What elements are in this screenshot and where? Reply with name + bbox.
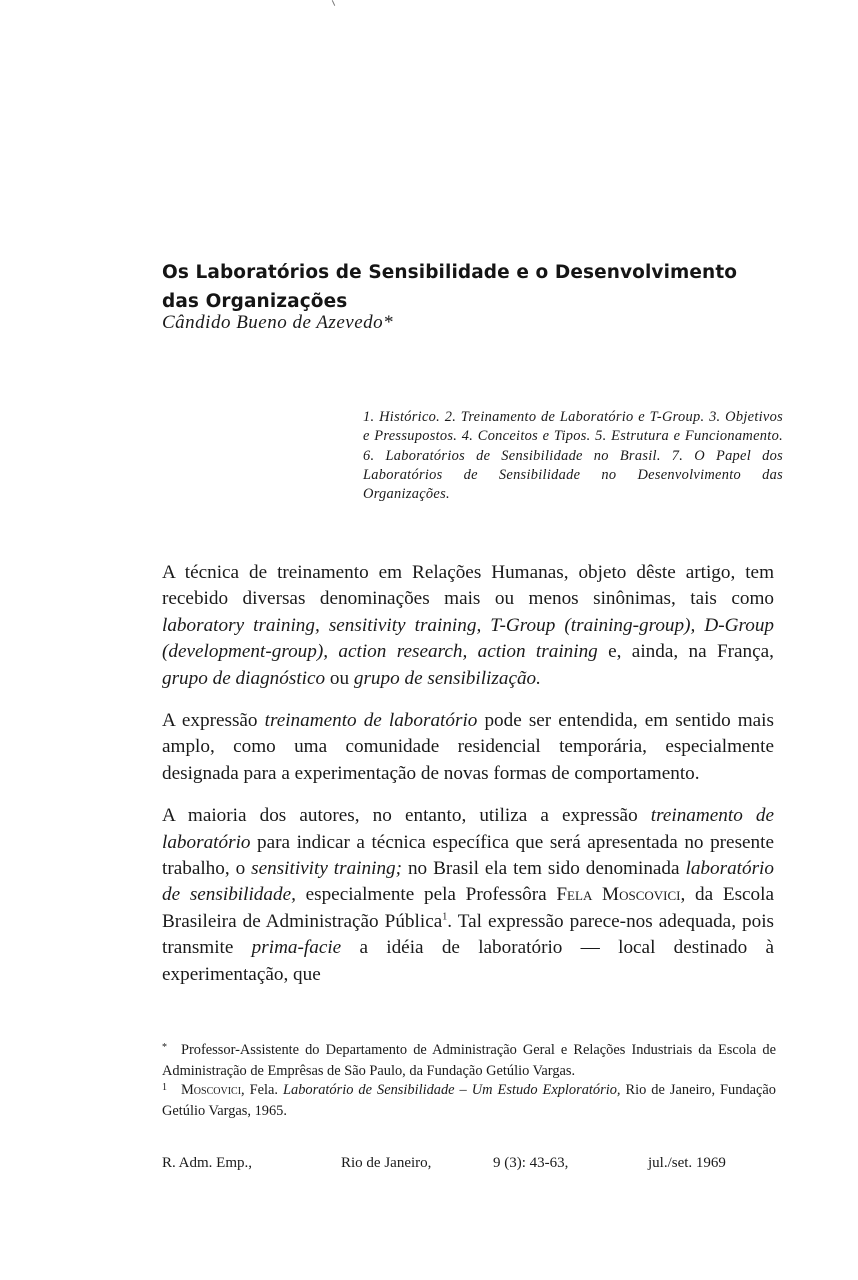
citation-date: jul./set. 1969 xyxy=(648,1155,726,1171)
article-title xyxy=(162,258,782,316)
footnote-reference[interactable]: 1 xyxy=(442,911,448,923)
footnote-text: Professor-Assistente do Departamento de Administração Geral e Relações Industriais da Escola de Administração de Emprêsas de São Paulo, da Fundação Getúlio Vargas. xyxy=(162,1042,776,1079)
footnote-author: Moscovici xyxy=(181,1082,242,1098)
title-line-1: Os Laboratórios de Sensibilidade e o Desenvolvimento xyxy=(162,262,738,283)
italic-term: laboratório de sensibilidade, xyxy=(162,858,774,906)
article-summary: 1. Histórico. 2. Treinamento de Laboratório e T-Group. 3. Objetivos e Pressupostos. 4. Conceitos e Tipos. 5. Estrutura e Funcionamento. 6. Laboratórios de Sensibilidade no Brasil. 7. O Papel dos Laboratórios de Sensibilidade no Desenvolvimento das Organizações. xyxy=(363,409,783,503)
text-run: e, ainda, na França, xyxy=(597,641,774,663)
italic-term: laboratory training, sensitivity training, T-Group (training-group), D-Group (development-group), action research, action training xyxy=(162,614,774,663)
author-name: Cândido Bueno de Azevedo* xyxy=(162,312,394,333)
footnote-marker: 1 xyxy=(162,1082,167,1093)
text-run: ou xyxy=(325,667,354,689)
text-run: A maioria dos autores, no entanto, utiliza a expressão xyxy=(162,805,651,827)
paragraph-3 xyxy=(162,803,774,988)
italic-term: sensitivity training; xyxy=(251,858,403,880)
italic-term: treinamento de laboratório xyxy=(264,710,478,732)
italic-term: grupo de diagnóstico xyxy=(162,667,326,689)
italic-term: grupo de sensibilização. xyxy=(353,667,541,689)
text-run: especialmente pela Professôra xyxy=(295,884,557,906)
text-run: no Brasil ela tem sido denominada xyxy=(402,858,686,880)
footnote-1 xyxy=(162,1081,776,1121)
paragraph-1 xyxy=(162,560,774,692)
footnote-marker: * xyxy=(162,1042,167,1053)
text-run: Rio de Janeiro, Fundação Getúlio Vargas, 1965. xyxy=(162,1082,776,1119)
text-run: , Fela. xyxy=(241,1082,284,1098)
paragraph-2 xyxy=(162,708,774,787)
citation-volume: 9 (3): 43-63, xyxy=(493,1155,569,1171)
citation-city: Rio de Janeiro, xyxy=(341,1155,432,1171)
text-run: a idéia de laboratório — local destinado à experimentação, que xyxy=(162,937,774,985)
text-run: pode ser entendida, em sentido mais amplo, como uma comunidade residencial temporária, especialmente designada para a experimentação de novas formas de comportamento. xyxy=(162,710,774,784)
text-run: . Tal expressão parece-nos adequada, pois transmite xyxy=(162,910,774,959)
footnote-author-affiliation xyxy=(162,1041,776,1081)
text-run: para indicar a técnica específica que será apresentada no presente trabalho, o xyxy=(162,831,774,880)
scan-mark xyxy=(332,0,335,6)
small-caps-name: Fela Moscovici xyxy=(556,884,681,906)
text-run: A técnica de treinamento em Relações Humanas, objeto dêste artigo, tem recebido diversas denominações mais ou menos sinônimas, tais como xyxy=(162,562,774,610)
text-run: , da Escola Brasileira de Administração Pública xyxy=(162,884,775,932)
footnotes xyxy=(162,1041,776,1121)
title-line-2: das Organizações xyxy=(162,291,348,312)
italic-term: treinamento de laboratório xyxy=(162,805,775,853)
italic-term: prima-facie xyxy=(251,937,342,959)
footnote-title: Laboratório de Sensibilidade – Um Estudo Exploratório, xyxy=(283,1082,621,1098)
body-text xyxy=(162,560,774,1004)
text-run: A expressão xyxy=(162,710,265,732)
citation-journal: R. Adm. Emp., xyxy=(162,1155,253,1171)
